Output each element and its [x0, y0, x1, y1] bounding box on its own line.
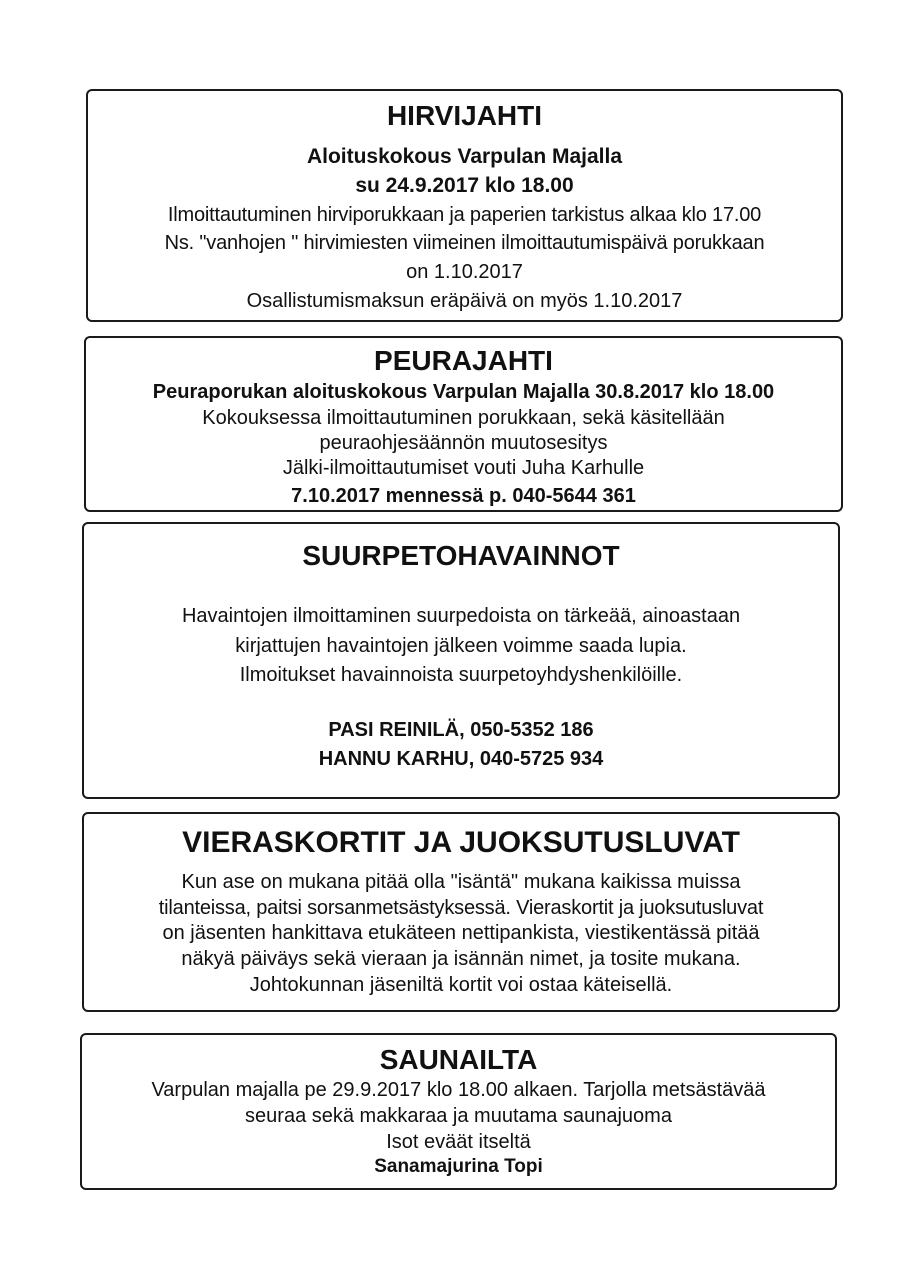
suurpeto-contact-2: HANNU KARHU, 040-5725 934 — [318, 748, 604, 770]
hirvijahti-date: su 24.9.2017 klo 18.00 — [355, 174, 574, 197]
peurajahti-rules: peuraohjesäännön muutosesitys — [319, 432, 608, 454]
suurpeto-title: SUURPETOHAVAINNOT — [302, 540, 620, 571]
hirvijahti-old-members: Ns. "vanhojen " hirvimiesten viimeinen ilmoittautumispäivä porukkaan — [164, 232, 765, 254]
peurajahti-title: PEURAJAHTI — [374, 345, 553, 376]
saunailta-text-1: Varpulan majalla pe 29.9.2017 klo 18.00 alkaen. Tarjolla metsästävää — [151, 1079, 766, 1101]
hirvijahti-notice — [86, 89, 843, 322]
hirvijahti-title: HIRVIJAHTI — [386, 100, 543, 131]
vieraskortit-text-1: Kun ase on mukana pitää olla "isäntä" mukana kaikissa muissa — [181, 871, 741, 893]
vieraskortit-text-4: näkyä päiväys sekä vieraan ja isännän nimet, ja tosite mukana. — [181, 948, 741, 970]
vieraskortit-text-2: tilanteissa, paitsi sorsanmetsästyksessä. Vieraskortit ja juoksutusluvat — [158, 897, 764, 919]
vieraskortit-text-3: on jäsenten hankittava etukäteen nettipankista, viestikentässä pitää — [162, 922, 760, 944]
vieraskortit-text-5: Johtokunnan jäseniltä kortit voi ostaa käteisellä. — [249, 974, 673, 996]
peurajahti-notice — [84, 336, 843, 512]
suurpeto-text-2: kirjattujen havaintojen jälkeen voimme saada lupia. — [235, 635, 687, 657]
peurajahti-meeting: Peuraporukan aloituskokous Varpulan Majalla 30.8.2017 klo 18.00 — [152, 381, 775, 403]
peurajahti-agenda: Kokouksessa ilmoittautuminen porukkaan, sekä käsitellään — [202, 407, 725, 429]
suurpeto-text-1: Havaintojen ilmoittaminen suurpedoista on tärkeää, ainoastaan — [181, 605, 741, 627]
suurpeto-contact-1: PASI REINILÄ, 050-5352 186 — [328, 719, 594, 741]
vieraskortit-title: VIERASKORTIT JA JUOKSUTUSLUVAT — [182, 826, 740, 859]
saunailta-text-3: Isot eväät itseltä — [386, 1131, 531, 1153]
saunailta-signature: Sanamajurina Topi — [374, 1156, 543, 1177]
saunailta-notice — [80, 1033, 837, 1190]
vieraskortit-notice — [82, 812, 840, 1012]
saunailta-title: SAUNAILTA — [379, 1044, 538, 1075]
hirvijahti-meeting: Aloituskokous Varpulan Majalla — [306, 145, 623, 168]
hirvijahti-registration: Ilmoittautuminen hirviporukkaan ja paperien tarkistus alkaa klo 17.00 — [167, 204, 762, 226]
hirvijahti-fee-due: Osallistumismaksun eräpäivä on myös 1.10.2017 — [246, 290, 683, 312]
suurpeto-text-3: Ilmoitukset havainnoista suurpetoyhdyshenkilöille. — [239, 664, 683, 686]
hirvijahti-deadline: on 1.10.2017 — [406, 261, 523, 283]
peurajahti-contact: 7.10.2017 mennessä p. 040-5644 361 — [291, 485, 636, 507]
saunailta-text-2: seuraa sekä makkaraa ja muutama saunajuoma — [245, 1105, 672, 1127]
suurpeto-notice — [82, 522, 840, 799]
peurajahti-late-registration: Jälki-ilmoittautumiset vouti Juha Karhulle — [282, 457, 645, 479]
